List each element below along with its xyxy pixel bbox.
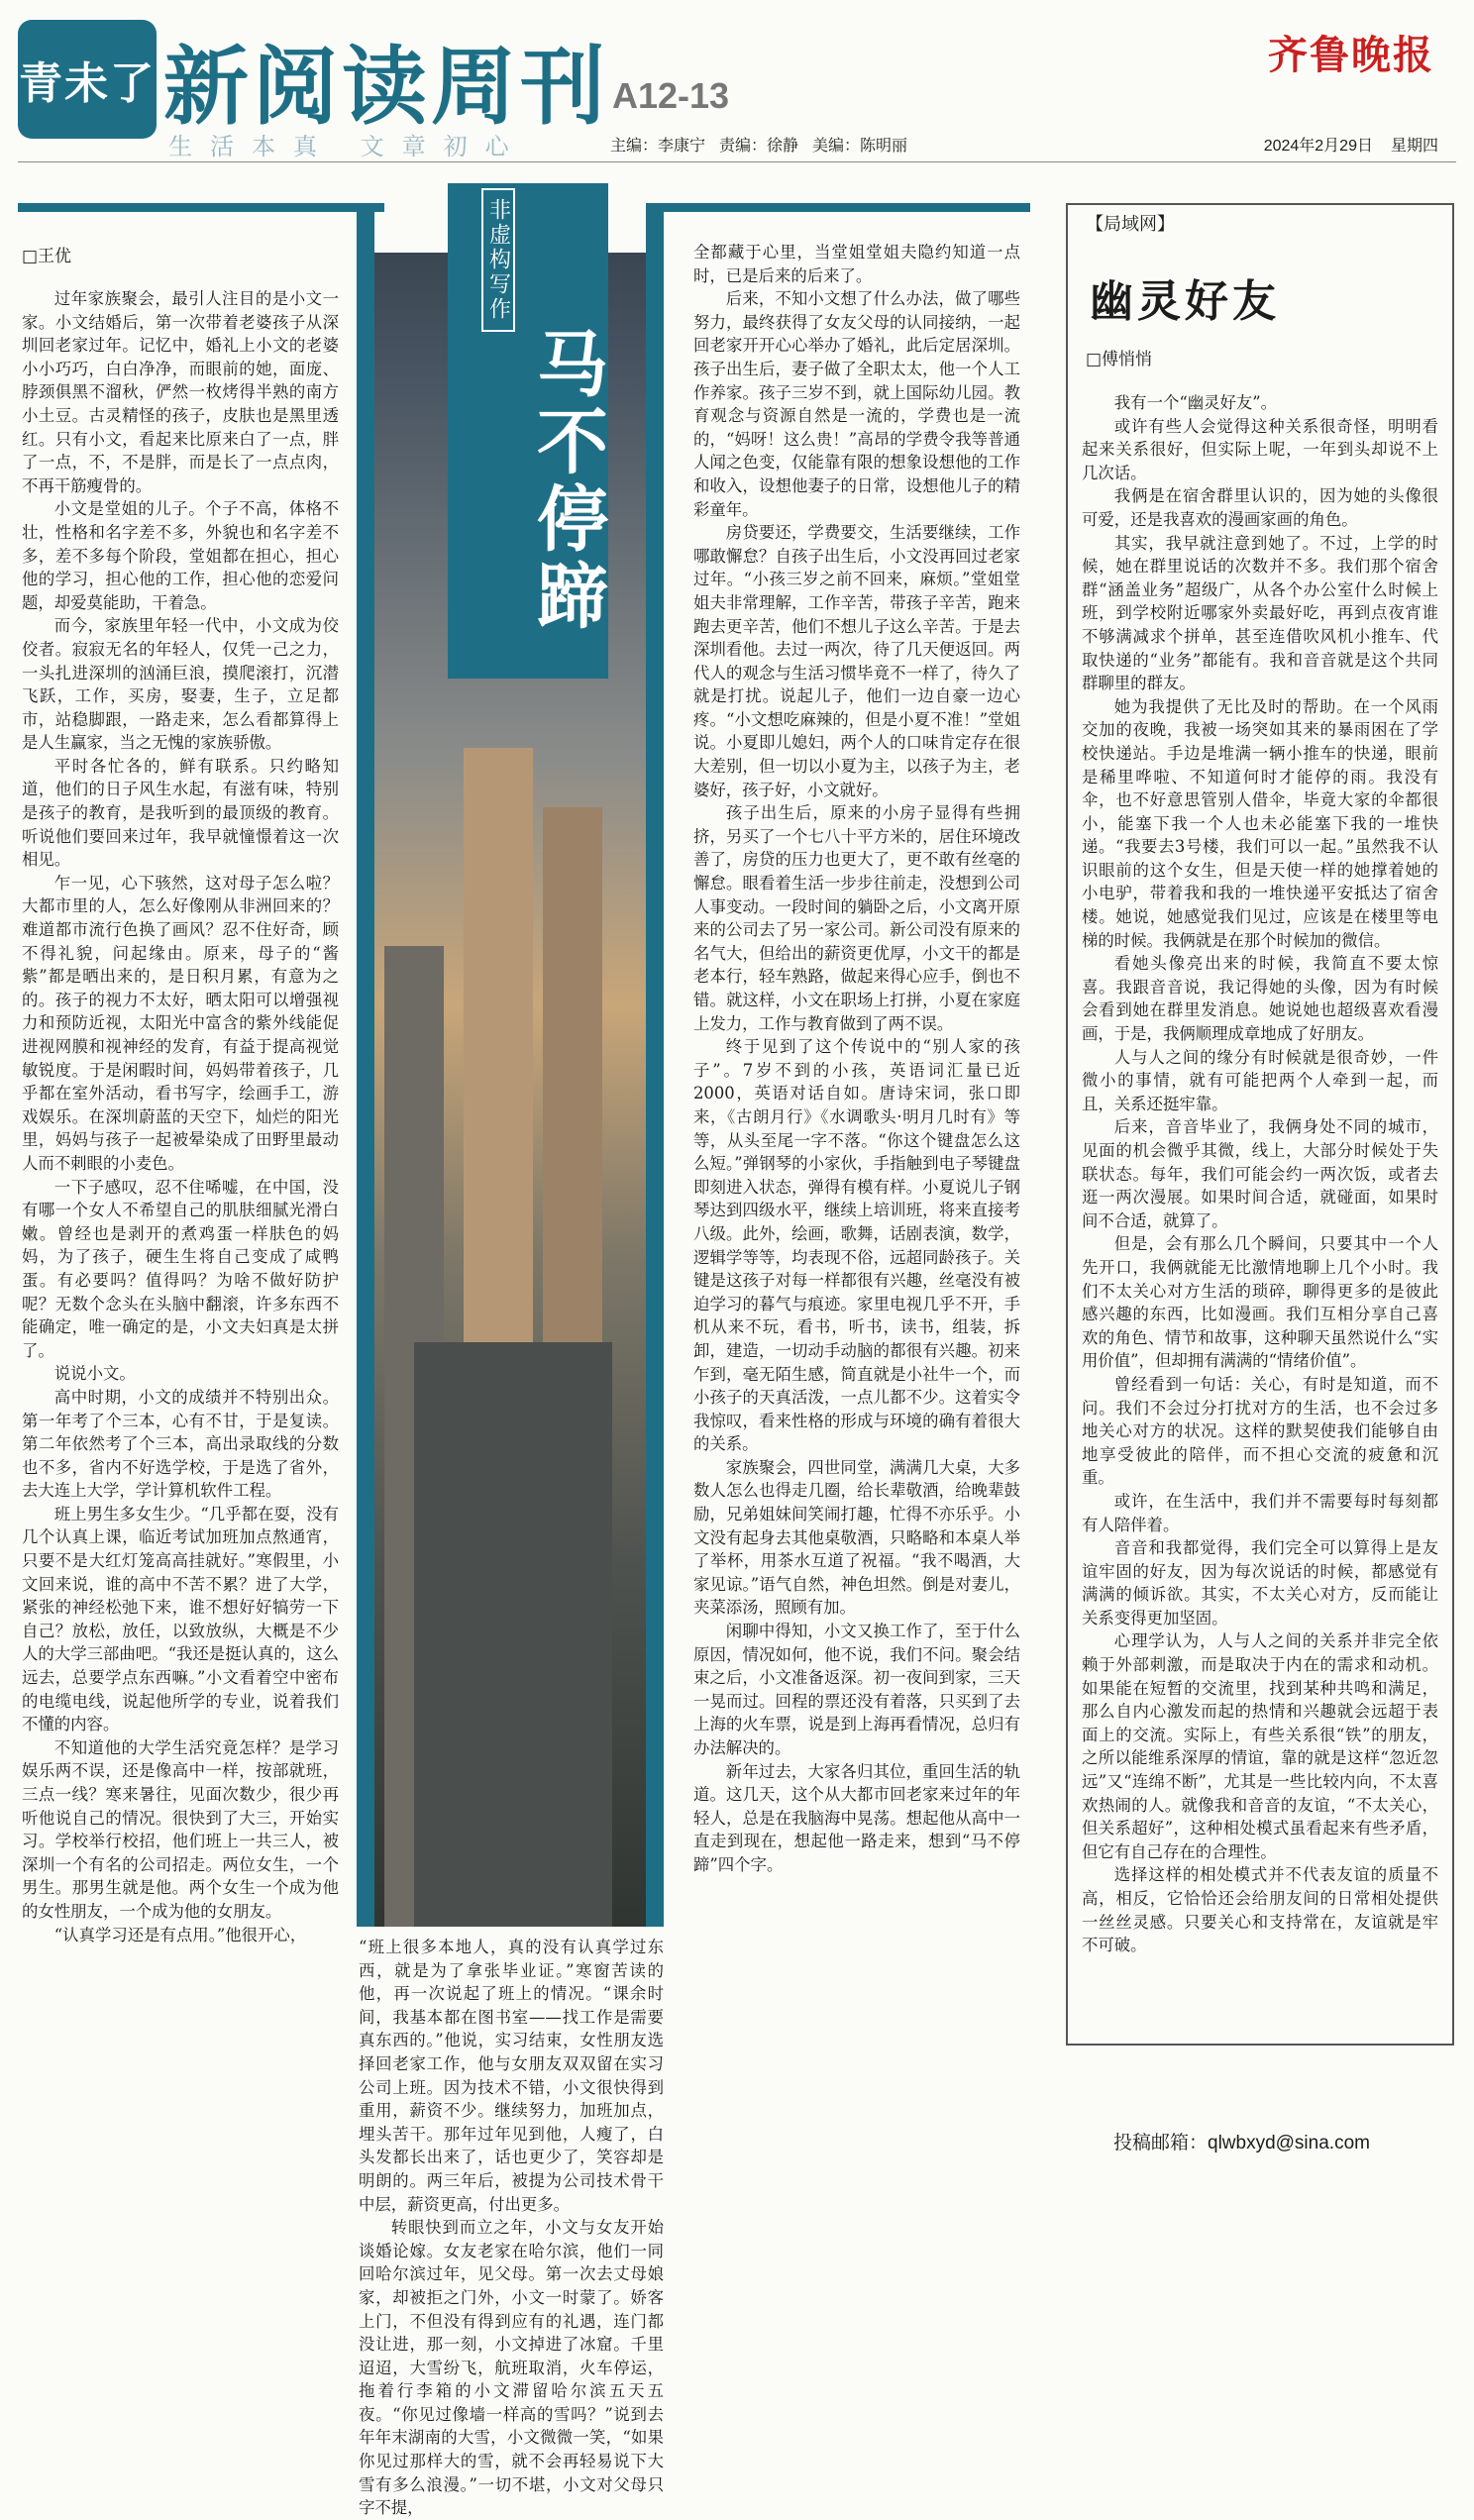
paragraph: 或许有些人会觉得这种关系很奇怪，明明看起来关系很好，但实际上呢，一年到头却说不上几次话。: [1082, 416, 1438, 482]
paragraph: 家族聚会，四世同堂，满满几大桌，大多数人怎么也得走几圈，给长辈敬酒，给晚辈鼓励，兄弟姐妹间笑闹打趣，忙得不亦乐乎。小文没有起身去其他桌敬酒，只略略和本桌人举了举杯，用茶水互道了祝福。“我不喝酒，大家见谅。”语气自然，神色坦然。倒是对妻儿，夹菜添汤，照顾有加。: [693, 1457, 1020, 1618]
section-logo: 青未了: [18, 20, 157, 139]
sidebar-tag: 【局域网】: [1086, 214, 1175, 235]
section-tag: 非虚构写作: [481, 188, 515, 332]
paragraph: 后来，不知小文想了什么办法，做了哪些努力，最终获得了女友父母的认同接纳，一起回老家开开心心举办了婚礼，此后定居深圳。孩子出生后，妻子做了全职太太，他一个人工作养家。孩子三岁不到，就上国际幼儿园。教育观念与资源自然是一流的，学费也是一流的，“妈呀！这么贵！”高昂的学费令我等普通人闻之色变，仅能靠有限的想象设想他的工作和收入，设想他妻子的日常，设想他儿子的精彩童年。: [693, 289, 1020, 519]
paragraph: 音音和我都觉得，我们完全可以算得上是友谊牢固的好友，因为每次说话的时候，都感觉有满满的倾诉欲。其实，不太关心对方，反而能让关系变得更加坚固。: [1082, 1538, 1438, 1628]
paragraph: 我有一个“幽灵好友”。: [1113, 393, 1278, 412]
paragraph: 平时各忙各的，鲜有联系。只约略知道，他们的日子风生水起，有滋有味，特别是孩子的教育，是我听到的最顶级的教育。听说他们要回来过年，我早就憧憬着这一次相见。: [22, 756, 339, 870]
submission-email: 投稿邮箱：qlwbxyd@sina.com: [1113, 2133, 1370, 2153]
article-column: [693, 241, 1020, 1877]
paragraph: 一下子感叹，忍不住唏嘘，在中国，没有哪一个女人不希望自己的肌肤细腻光滑白嫩。曾经也是剥开的煮鸡蛋一样肤色的妈妈，为了孩子，硬生生将自己变成了咸鸭蛋。有必要吗？值得吗？为啥不做好防护呢？无数个念头在头脑中翻滚，许多东西不能确定，唯一确定的是，小文夫妇真是太拼了。: [22, 1177, 339, 1360]
paragraph: 班上男生多女生少。“几乎都在耍，没有几个认真上课，临近考试加班加点熬通宵，只要不是大红灯笼高高挂就好。”寒假里，小文回来说，谁的高中不苦不累？进了大学，紧张的神经松弛下来，谁不想好好犒劳一下自己？放松，放任，以致放纵，大概是不少人的大学三部曲吧。“我还是挺认真的，这么远去，总要学点东西嘛。”小文看着空中密布的电缆电线，说起他所学的专业，说着我们不懂的内容。: [22, 1504, 339, 1734]
accent-bar: [654, 203, 1030, 212]
paragraph: 终于见到了这个传说中的“别人家的孩子”。7岁不到的小孩，英语词汇量已近2000，英语对话自如。唐诗宋词，张口即来，《古朗月行》《水调歌头·明月几时有》等等，从头至尾一字不落。“你这个键盘怎么这么短。”弹钢琴的小家伙，手指触到电子琴键盘即刻进入状态，弹得有模有样。小夏说儿子钢琴达到四级水平，继续上培训班，将来直接考八级。此外，绘画，歌舞，话剧表演，数学，逻辑学等等，均表现不俗，远超同龄孩子。关键是这孩子对每一样都很有兴趣，丝毫没有被迫学习的暮气与痕迹。家里电视几乎不开，手机从来不玩，看书，听书，读书，组装，拆卸，建造，一切动手动脑的都很有兴趣。初来乍到，毫无陌生感，简直就是小社牛一个，而小孩子的天真活泼，一点儿都不少。这着实令我惊叹，看来性格的形成与环境的确有着很大的关系。: [693, 1037, 1020, 1454]
paragraph: 转眼快到而立之年，小文与女友开始谈婚论嫁。女友老家在哈尔滨，他们一同回哈尔滨过年，见父母。第一次去丈母娘家，却被拒之门外，小文一时蒙了。娇客上门，不但没有得到应有的礼遇，连门都没让进，那一刻，小文掉进了冰窟。千里迢迢，大雪纷飞，航班取消，火车停运，拖着行李箱的小文滞留哈尔滨五天五夜。“你见过像墙一样高的雪吗？”说到去年年末湖南的大雪，小文微微一笑，“如果你见过那样大的雪，就不会再轻易说下大雪有多么浪漫。”一切不堪，小文对父母只字不提，: [359, 2218, 664, 2518]
paragraph: 或许，在生活中，我们并不需要每时每刻都有人陪伴着。: [1082, 1491, 1438, 1534]
paragraph: 心理学认为，人与人之间的关系并非完全依赖于外部刺激，而是取决于内在的需求和动机。如果能在短暂的交流里，找到某种共鸣和满足，那么自内心激发而起的热情和兴趣就会远超于表面上的交流。实际上，有些关系很“铁”的朋友，之所以能维系深厚的情谊，靠的就是这样“忽近忽远”又“连绵不断”，尤其是一些比较内向，不太喜欢热闹的人。就像我和音音的友谊，“不太关心，但关系超好”，这种相处模式虽看起来有些矛盾，但它有自己存在的合理性。: [1082, 1631, 1438, 1861]
accent-bar: [18, 203, 384, 212]
paragraph: 不知道他的大学生活究竟怎样？是学习娱乐两不误，还是像高中一样，按部就班，三点一线？寒来暑往，见面次数少，很少再听他说自己的情况。很快到了大三，开始实习。学校举行校招，他们班上一共三人，被深圳一个有名的公司招走。两位女生，一个男生。那男生就是他。两个女生一个成为他的女性朋友，一个成为他的女朋友。: [22, 1737, 339, 1921]
paragraph: 人与人之间的缘分有时候就是很奇妙，一件微小的事情，就有可能把两个人牵到一起，而且，关系还挺牢靠。: [1082, 1047, 1438, 1113]
paragraph: 但是，会有那么几个瞬间，只要其中一个人先开口，我俩就能无比激情地聊上几个小时。我们不太关心对方生活的琐碎，聊得更多的是彼此感兴趣的东西，比如漫画。我们互相分享自己喜欢的角色、情节和故事，这种聊天虽然说什么“实用价值”，但却拥有满满的“情绪价值”。: [1082, 1234, 1438, 1371]
page-number: A12-13: [612, 75, 730, 116]
slogan: 生活本真 文章初心: [168, 133, 527, 160]
paragraph: 选择这样的相处模式并不代表友谊的质量不高，相反，它恰恰还会给朋友间的日常相处提供一丝丝灵感。只要关心和支持常在，友谊就是牢不可破。: [1082, 1865, 1438, 1955]
paragraph: 全都藏于心里，当堂姐堂姐夫隐约知道一点时，已是后来的后来了。: [693, 243, 1020, 285]
paragraph: “认真学习还是有点用。”他很开心，: [53, 1925, 307, 1944]
paragraph: 而今，家族里年轻一代中，小文成为佼佼者。寂寂无名的年轻人，仅凭一己之力，一头扎进深圳的汹涌巨浪，摸爬滚打，沉潜飞跃，工作，买房，娶妻，生子，立足都市，站稳脚跟，一路走来，怎么看都算得上是人生赢家，当之无愧的家族骄傲。: [22, 616, 339, 753]
paragraph: 她为我提供了无比及时的帮助。在一个风雨交加的夜晚，我被一场突如其来的暴雨困在了学校快递站。手边是堆满一辆小推车的快递，眼前是稀里哗啦、不知道何时才能停的雨。我没有伞，也不好意思管别人借伞，毕竟大家的伞都很小，能塞下我一个人也未必能塞下我的一堆快递。“我要去3号楼，我们可以一起。”虽然我不认识眼前的这个女生，但是天使一样的她撑着她的小电驴，带着我和我的一堆快递平安抵达了宿舍楼。她说，她感觉我们见过，应该是在楼里等电梯的时候。我俩就是在那个时候加的微信。: [1082, 696, 1438, 950]
paragraph: 我俩是在宿舍群里认识的，因为她的头像很可爱，还是我喜欢的漫画家画的角色。: [1082, 486, 1438, 529]
sidebar-column: [1082, 391, 1438, 1957]
paragraph: 其实，我早就注意到她了。不过，上学的时候，她在群里说话的次数并不多。我们那个宿舍群“涵盖业务”超级广，从各个办公室什么时候上班，到学校附近哪家外卖最好吃，再到点夜宵谁不够满减求个拼单，甚至连借吹风机小推车、代取快递的“业务”都能有。我和音音就是这个共同群聊里的群友。: [1082, 533, 1438, 693]
editor-credits: 主编：李康宁 责编：徐静 美编：陈明丽: [610, 138, 908, 155]
paragraph: 房贷要还，学费要交，生活要继续，工作哪敢懈怠？自孩子出生后，小文没再回过老家过年。“小孩三岁之前不回来，麻烦。”堂姐堂姐夫非常理解，工作辛苦，带孩子辛苦，跑来跑去更辛苦，他们不想儿子这么辛苦。于是去深圳看他。去过一两次，待了几天便返回。两代人的观念与生活习惯毕竟不一样了，待久了就是打扰。说起儿子，他们一边自豪一边心疼。“小文想吃麻辣的，但是小夏不准！”堂姐说。小夏即儿媳妇，两个人的口味肯定存在很大差别，但一切以小夏为主，以孩子为主，老婆好，孩子好，小文就好。: [693, 523, 1020, 799]
newspaper-brand: 齐鲁晚报: [1268, 32, 1434, 78]
paragraph: 看她头像亮出来的时候，我简直不要太惊喜。我跟音音说，我记得她的头像，因为有时候会看到她在群里发消息。她说她也超级喜欢看漫画，于是，我俩顺理成章地成了好朋友。: [1082, 954, 1438, 1044]
paragraph: 孩子出生后，原来的小房子显得有些拥挤，另买了一个七八十平方米的，居住环境改善了，房贷的压力也更大了，更不敢有丝毫的懈怠。眼看着生活一步步往前走，没想到公司人事变动。一段时间的躺卧之后，小文离开原来的公司去了另一家公司。新公司没有原来的名气大，但给出的薪资更优厚，小文干的都是老本行，轻车熟路，做起来得心应手，倒也不错。就这样，小文在职场上打拼，小夏在家庭上发力，工作与教育做到了两不误。: [693, 803, 1020, 1033]
paragraph: “班上很多本地人，真的没有认真学过东西，就是为了拿张毕业证。”寒窗苦读的他，再一次说起了班上的情况。“课余时间，我基本都在图书室——找工作是需要真东西的。”他说，实习结束，女性朋友选择回老家工作，他与女朋友双双留在实习公司上班。因为技术不错，小文很快得到重用，薪资不少。继续努力，加班加点，埋头苦干。那年过年见到他，人瘦了，白头发都长出来了，话也更少了，笑容却是明朗的。两三年后，被提为公司技术骨干中层，薪资更高，付出更多。: [359, 1938, 664, 2214]
page-title: 新阅读周刊: [163, 37, 609, 137]
issue-date: 2024年2月29日 星期四: [1263, 138, 1438, 155]
header-divider: [18, 161, 1456, 162]
article-column: [22, 287, 339, 1946]
sidebar-title: 幽灵好友: [1090, 276, 1280, 327]
paragraph: 曾经看到一句话：关心，有时是知道，而不问。我们不会过分打扰对方的生活，也不会过多地关心对方的状况。这样的默契使我们能够自由地享受彼此的陪伴，而不担心交流的疲惫和沉重。: [1082, 1374, 1438, 1488]
paragraph: 闲聊中得知，小文又换工作了，至于什么原因，情况如何，他不说，我们不问。聚会结束之后，小文准备返深。初一夜间到家，三天一晃而过。回程的票还没有着落，只买到了去上海的火车票，说是到上海再看情况，总归有办法解决的。: [693, 1622, 1020, 1757]
sidebar-byline: □傅悄悄: [1086, 350, 1153, 369]
paragraph: 后来，音音毕业了，我俩身处不同的城市，见面的机会微乎其微，线上，大部分时候处于失联状态。每年，我们可能会约一两次饭，或者去逛一两次漫展。如果时间合适，就碰面，如果时间不合适，就算了。: [1082, 1117, 1438, 1230]
article-headline: 马不停蹄: [525, 327, 609, 636]
paragraph: 小文是堂姐的儿子。个子不高，体格不壮，性格和名字差不多，外貌也和名字差不多，差不多每个阶段，堂姐都在担心，担心他的学习，担心他的工作，担心他的恋爱问题，却爱莫能助，干着急。: [22, 499, 339, 612]
paragraph: 高中时期，小文的成绩并不特别出众。第一年考了个三本，心有不甘，于是复读。第二年依然考了个三本，高出录取线的分数也不多，省内不好选学校，于是选了省外，去大连上大学，学计算机软件工程。: [22, 1387, 339, 1501]
paragraph: 新年过去，大家各归其位，重回生活的轨道。这几天，这个从大都市回老家来过年的年轻人，总是在我脑海中晃荡。想起他从高中一直走到现在，想起他一路走来，想到“马不停蹄”四个字。: [693, 1761, 1020, 1874]
paragraph: 过年家族聚会，最引人注目的是小文一家。小文结婚后，第一次带着老婆孩子从深圳回老家过年。记忆中，婚礼上小文的老婆小小巧巧，白白净净，而眼前的她，面庞、脖颈俱黑不溜秋，俨然一枚烤得半熟的南方小土豆。古灵精怪的孩子，皮肤也是黑里透红。只有小文，看起来比原来白了一点，胖了一点，不，不是胖，而是长了一点点肉，不再干筋瘦骨的。: [22, 289, 339, 495]
article-column: [359, 1936, 664, 2520]
paragraph: 说说小文。: [53, 1364, 136, 1384]
paragraph: 乍一见，心下骇然，这对母子怎么啦？大都市里的人，怎么好像刚从非洲回来的？难道都市流行色换了画风？忍不住好奇，顾不得礼貌，问起缘由。原来，母子的“酱紫”都是晒出来的，是日积月累，有意为之的。孩子的视力不太好，晒太阳可以增强视力和预防近视，太阳光中富含的紫外线能促进视网膜和视神经的发育，有益于提高视觉敏锐度。于是闲暇时间，妈妈带着孩子，几乎都在室外活动，看书写字，绘画手工，游戏娱乐。在深圳蔚蓝的天空下，灿烂的阳光里，妈妈与孩子一起被晕染成了田野里最动人而不刺眼的小麦色。: [22, 873, 339, 1173]
author-byline: □王优: [22, 247, 72, 266]
